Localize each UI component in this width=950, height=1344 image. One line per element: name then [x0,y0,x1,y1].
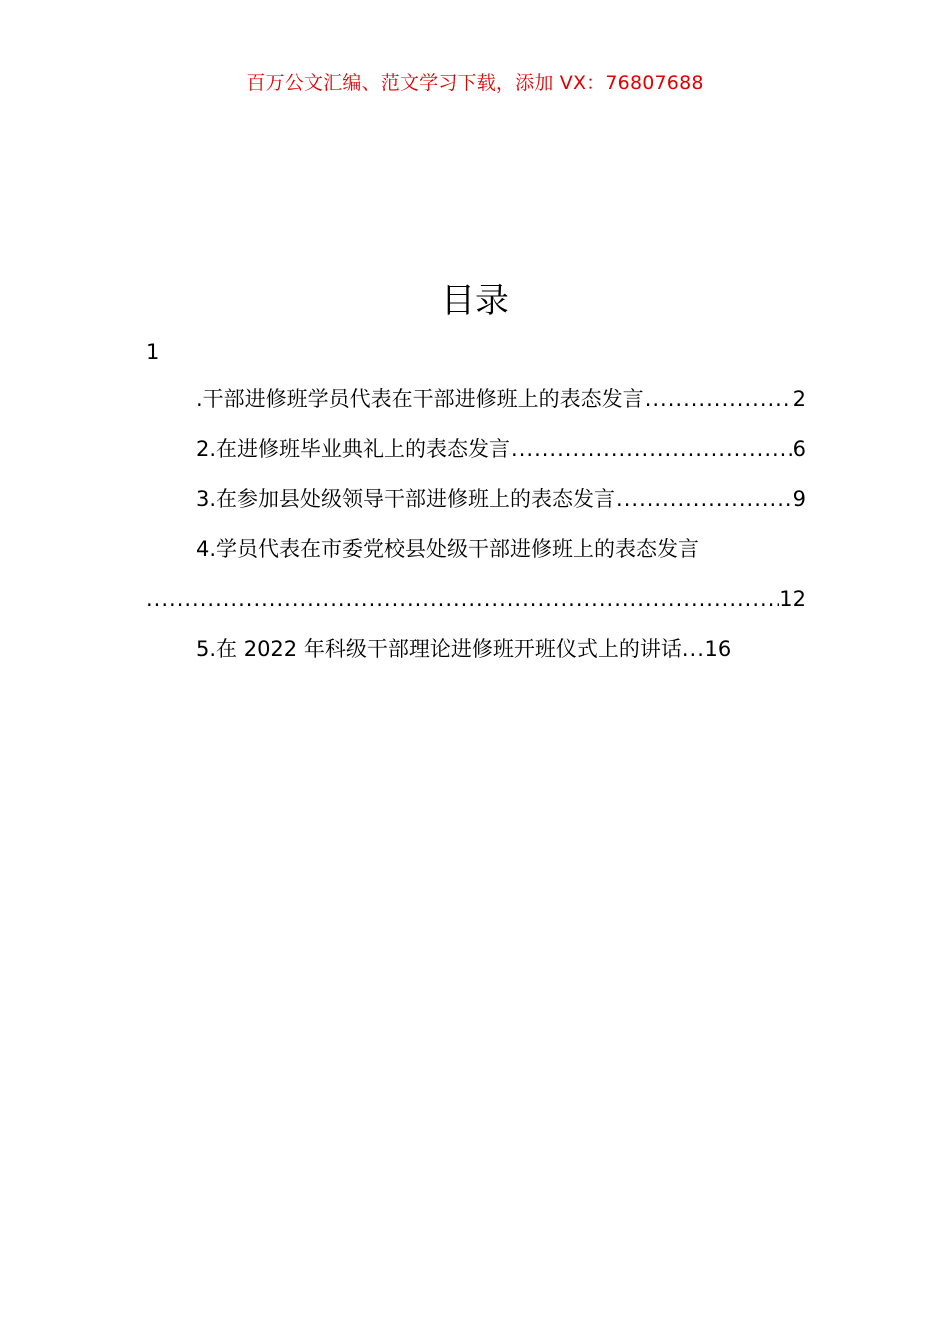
toc-entry-2[interactable] [196,434,806,464]
toc-entry-label: 4.学员代表在市委党校县处级干部进修班上的表态发言 [196,537,700,561]
toc-leading-number: 1 [146,340,160,364]
toc-entry-label: .干部进修班学员代表在干部进修班上的表态发言 [196,387,644,411]
toc-dot-leader [511,434,792,464]
toc-entry-5[interactable] [196,634,806,664]
toc-entry-page: 12 [779,587,806,611]
toc-dot-leader [616,484,792,514]
toc-entry-page: 6 [792,437,806,461]
page-title: 目录 [441,281,509,321]
toc-dot-leader [690,634,704,664]
watermark-header: 百万公文汇编、范文学习下载，添加 VX：76807688 [246,72,704,94]
toc-dot-leader [645,384,792,414]
toc-entry-3[interactable] [196,484,806,514]
toc-entry-page: 2 [792,387,806,411]
toc-entry-page: 16 [704,637,732,661]
toc-entry-label: 2.在进修班毕业典礼上的表态发言 [196,437,511,461]
toc-entry-label: 5.在 2022 年科级干部理论进修班开班仪式上的讲话. [196,637,689,661]
toc-entry-4[interactable] [196,534,806,564]
toc-entry-label: 3.在参加县处级领导干部进修班上的表态发言 [196,487,616,511]
toc-entry-4-continuation[interactable] [146,584,806,614]
toc-dot-leader [146,584,779,614]
toc-entry-1[interactable] [196,384,806,414]
toc-entry-page: 9 [792,487,806,511]
